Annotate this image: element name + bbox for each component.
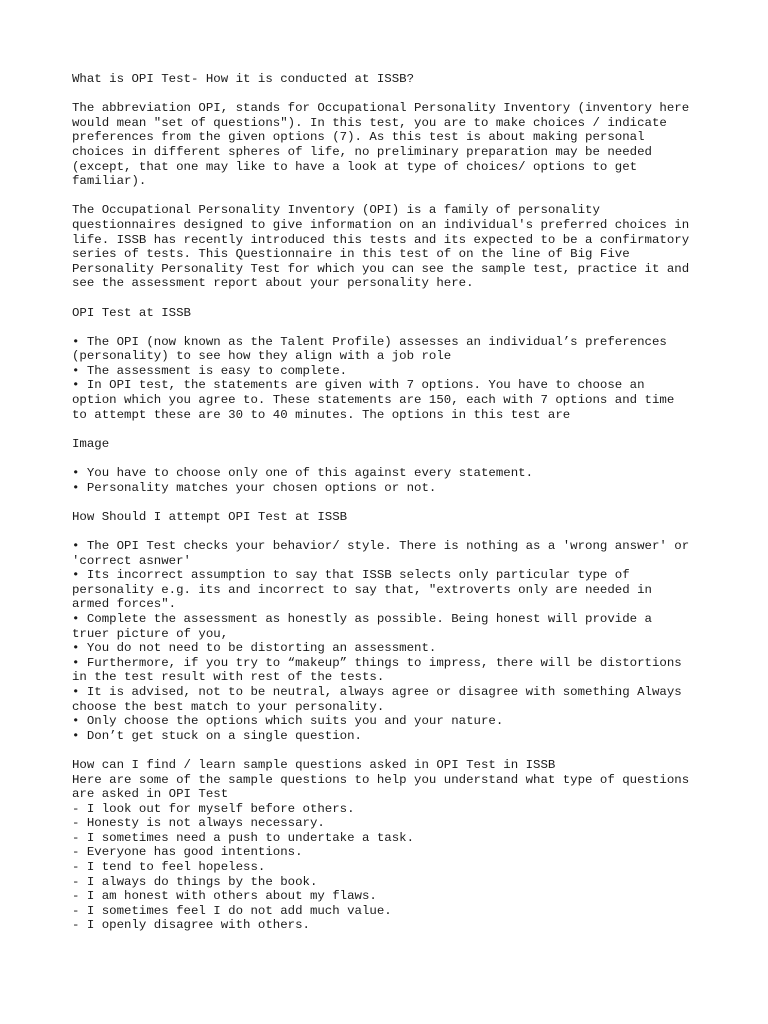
bullet-line: personality e.g. its and incorrect to say that, "extroverts only are needed in <box>72 582 652 597</box>
sample-question-item: - I openly disagree with others. <box>72 918 310 933</box>
bullet-line: • You have to choose only one of this against every statement. <box>72 466 534 481</box>
sample-question-item: - I sometimes need a push to undertake a task. <box>72 830 415 845</box>
section-heading-block <box>72 306 732 321</box>
bullet-line: • The OPI (now known as the Talent Profile) assesses an individual’s preferences <box>72 334 667 349</box>
bullet-line: • Only choose the options which suits you and your nature. <box>72 714 504 729</box>
opi-test-bullet-list <box>72 335 732 423</box>
sample-question-item: - I look out for myself before others. <box>72 801 355 816</box>
paragraph-line: The Occupational Personality Inventory (OPI) is a family of personality <box>72 203 600 218</box>
paragraph-line: series of tests. This Questionnaire in this test of on the line of Big Five <box>72 247 630 262</box>
sample-question-item: - Honesty is not always necessary. <box>72 816 325 831</box>
section-heading-samples: How can I find / learn sample questions asked in OPI Test in ISSB <box>72 757 556 772</box>
bullet-line: • The assessment is easy to complete. <box>72 363 348 378</box>
image-placeholder-block <box>72 437 732 452</box>
document-title: What is OPI Test- How it is conducted at ISSB? <box>72 72 415 86</box>
bullet-line: • Furthermore, if you try to “makeup” things to impress, there will be distortions <box>72 655 682 670</box>
bullet-line: in the test result with rest of the tests. <box>72 670 385 685</box>
bullet-line: • Don’t get stuck on a single question. <box>72 728 362 743</box>
section-heading-opi-test: OPI Test at ISSB <box>72 305 191 320</box>
bullet-line: armed forces". <box>72 597 177 612</box>
sample-questions-section <box>72 758 732 933</box>
paragraph-line: preferences from the given options (7). As this test is about making personal <box>72 130 645 145</box>
intro-paragraph <box>72 101 732 189</box>
paragraph-line: Personality Personality Test for which you can see the sample test, practice it and <box>72 261 690 276</box>
sample-question-item: - I am honest with others about my flaws. <box>72 889 377 904</box>
image-placeholder-text: Image <box>72 436 110 451</box>
paragraph-line: life. ISSB has recently introduced this tests and its expected to be a confirmatory <box>72 232 690 247</box>
bullet-line: choose the best match to your personality. <box>72 699 385 714</box>
paragraph-line: (except, that one may like to have a look at type of choices/ options to get <box>72 159 638 174</box>
bullet-line: to attempt these are 30 to 40 minutes. The options in this test are <box>72 407 571 422</box>
after-image-bullet-list <box>72 466 732 495</box>
paragraph-line: would mean "set of questions"). In this test, you are to make choices / indicate <box>72 115 667 130</box>
sample-question-item: - I tend to feel hopeless. <box>72 860 266 875</box>
description-paragraph <box>72 203 732 291</box>
sample-question-item: - I sometimes feel I do not add much value. <box>72 903 392 918</box>
bullet-line: • Its incorrect assumption to say that ISSB selects only particular type of <box>72 568 630 583</box>
paragraph-line: familiar). <box>72 174 147 189</box>
section-heading-block <box>72 510 732 525</box>
bullet-line: (personality) to see how they align with a job role <box>72 349 452 364</box>
paragraph-line: choices in different spheres of life, no preliminary preparation may be needed <box>72 144 652 159</box>
bullet-line: • It is advised, not to be neutral, always agree or disagree with something Always <box>72 684 682 699</box>
bullet-line: • Personality matches your chosen options or not. <box>72 480 437 495</box>
paragraph-line: are asked in OPI Test <box>72 787 229 802</box>
bullet-line: • Complete the assessment as honestly as possible. Being honest will provide a <box>72 611 652 626</box>
section-heading-attempt: How Should I attempt OPI Test at ISSB <box>72 509 348 524</box>
attempt-bullet-list <box>72 539 732 743</box>
document-title-block <box>72 72 732 87</box>
bullet-line: • In OPI test, the statements are given with 7 options. You have to choose an <box>72 378 645 393</box>
sample-question-item: - I always do things by the book. <box>72 874 318 889</box>
paragraph-line: The abbreviation OPI, stands for Occupational Personality Inventory (inventory here <box>72 101 690 116</box>
sample-question-item: - Everyone has good intentions. <box>72 845 303 860</box>
bullet-line: option which you agree to. These statements are 150, each with 7 options and time <box>72 393 675 408</box>
paragraph-line: Here are some of the sample questions to help you understand what type of questions <box>72 772 690 787</box>
paragraph-line: see the assessment report about your personality here. <box>72 276 474 291</box>
bullet-line: truer picture of you, <box>72 626 229 641</box>
bullet-line: • You do not need to be distorting an assessment. <box>72 641 437 656</box>
paragraph-line: questionnaires designed to give information on an individual's preferred choices in <box>72 217 690 232</box>
document-page <box>72 72 732 948</box>
bullet-line: 'correct asnwer' <box>72 553 191 568</box>
bullet-line: • The OPI Test checks your behavior/ style. There is nothing as a 'wrong answer' or <box>72 539 690 553</box>
